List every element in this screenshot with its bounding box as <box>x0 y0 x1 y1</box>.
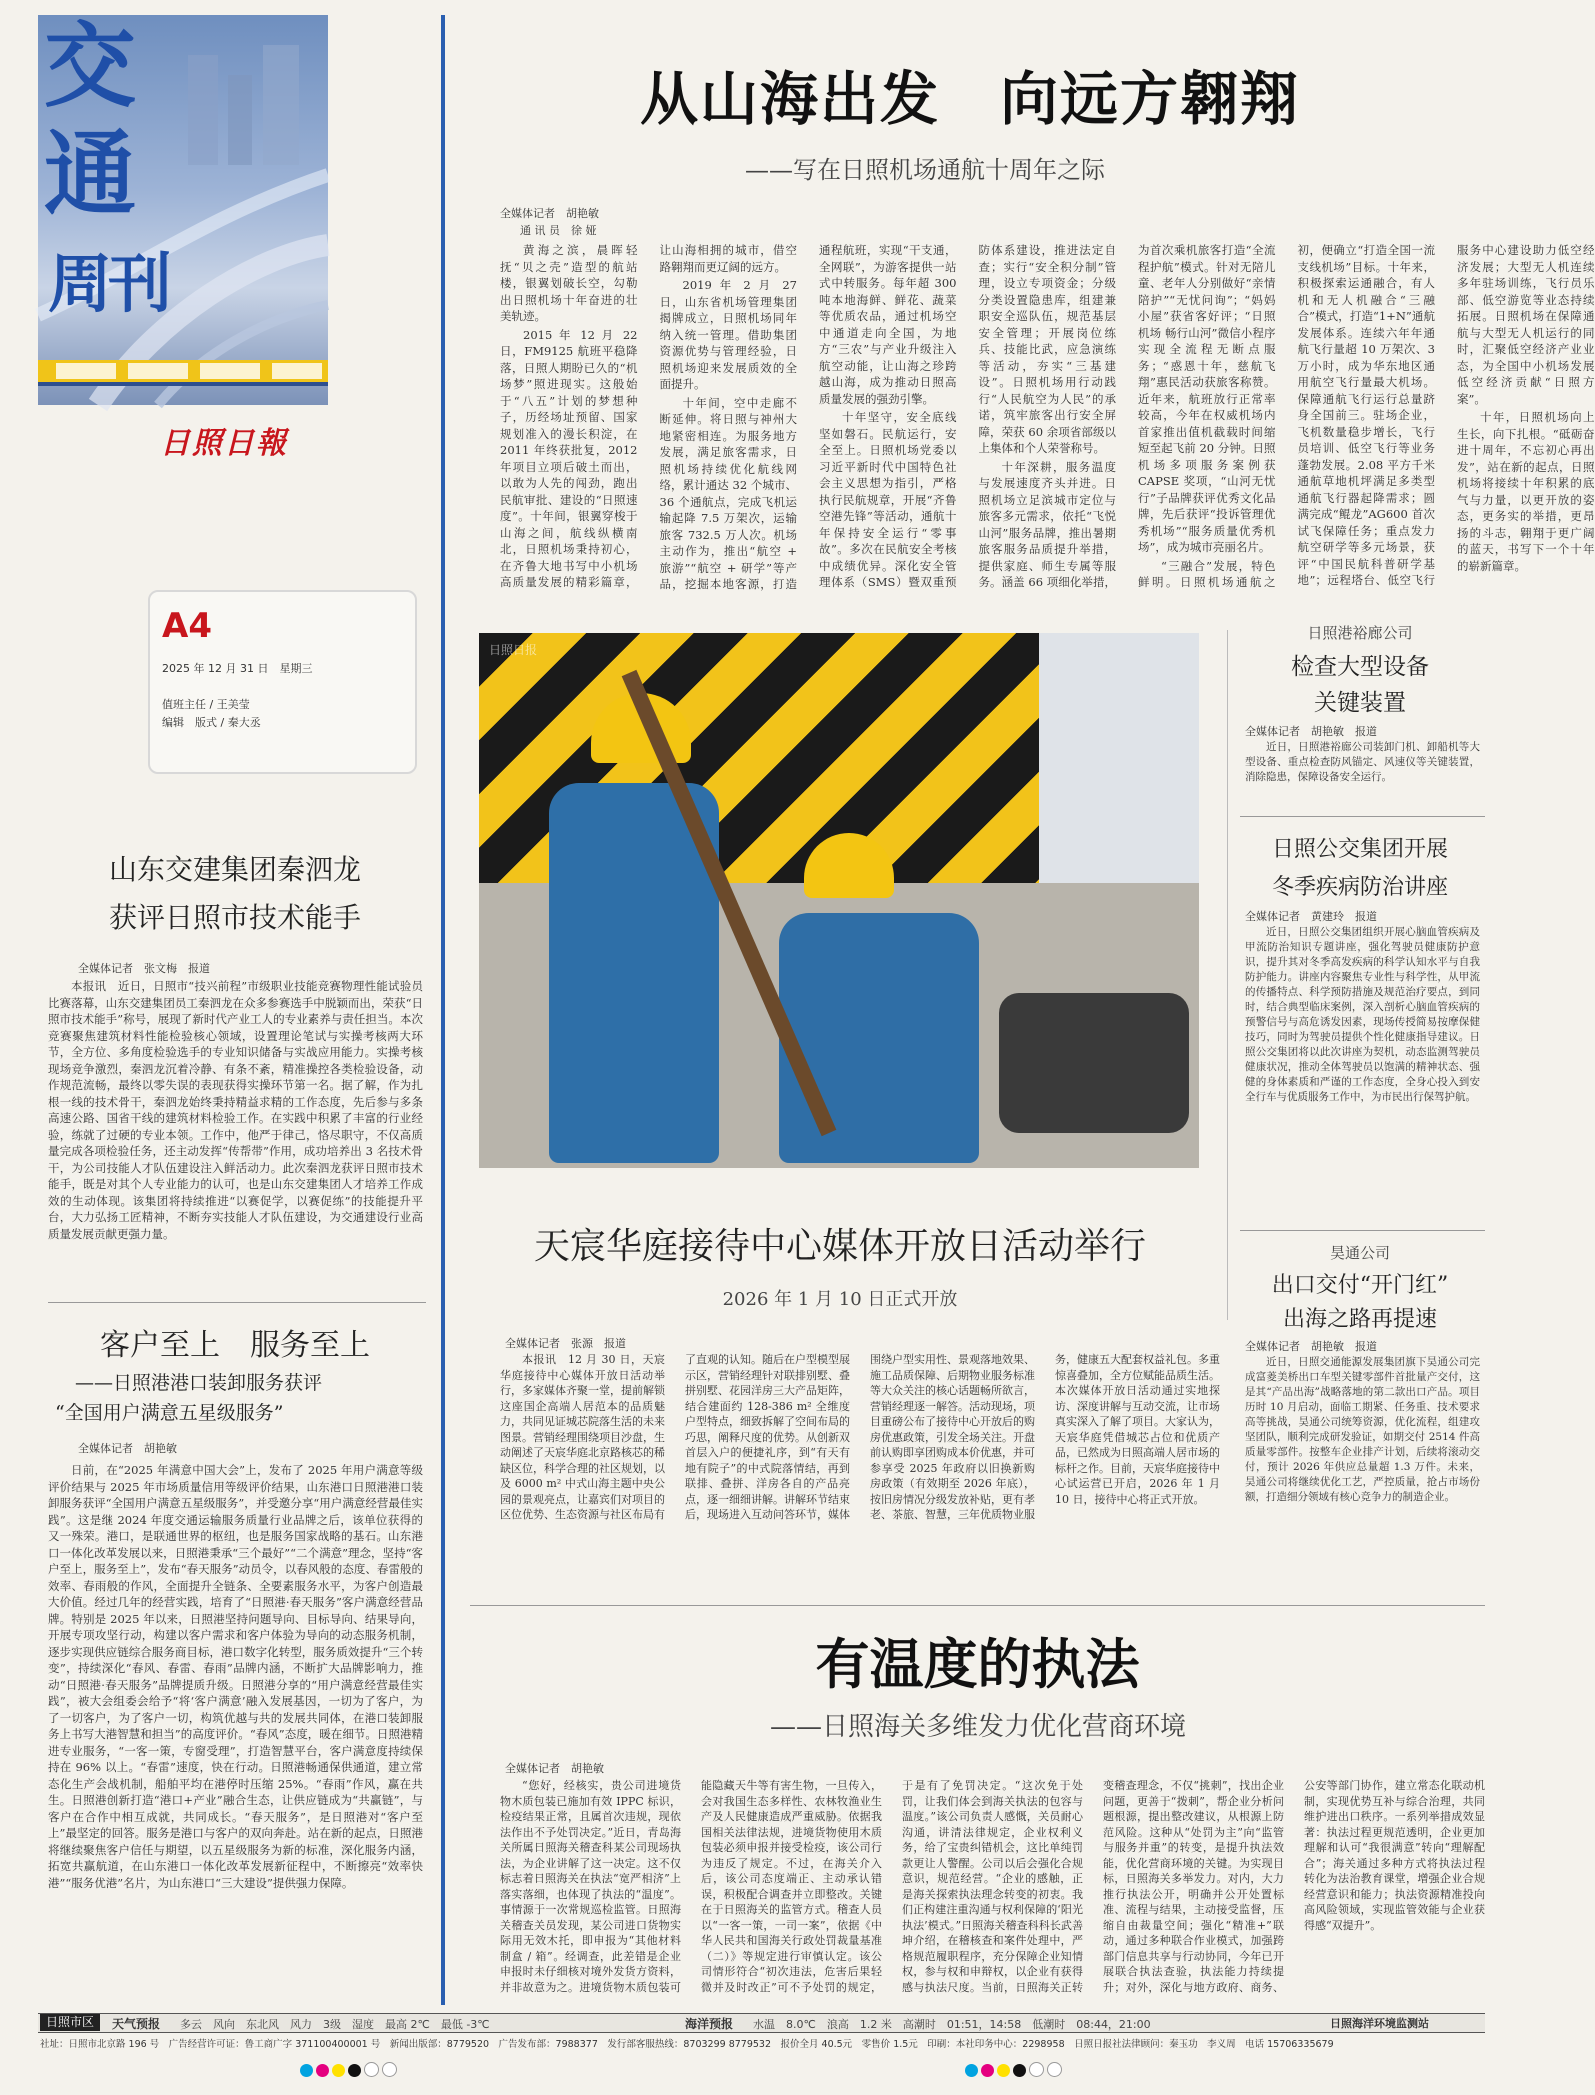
brief-title-equipment-1: 检查大型设备 <box>1291 654 1429 680</box>
photo-watermark: 日照日报 <box>489 643 538 657</box>
brief-body-bus: 近日，日照公交集团组织开展心脑血管疾病及甲流防治知识专题讲座，强化驾驶员健康防护意识，提升其对冬季高发疾病的科学认知水平与自我防护能力。讲座内容聚焦专业性与科学性，从甲流的传播特点、科学预防措施及规范治疗要点，到同时，结合典型临床案例，深入剖析心脑血管疾病的预警信号与高危诱发因素，现场传授简易按摩保健技巧，同时为驾驶员提供个性化健康指导建议。日照公交集团将以此次讲座为契机，动态监测驾驶员健康状况，推动全体驾驶员以饱满的精神状态、强健的身体素质和严谨的工作态度，全身心投入到安全行车与优质服务工作中，为市民出行保驾护航。 <box>1245 926 1480 1103</box>
brief-byline-qinsilong: 全媒体记者 张文梅 报道 <box>78 962 210 975</box>
lead-byline-reporter: 全媒体记者 胡艳敏 <box>500 207 599 220</box>
brief-title-bus-1: 日照公交集团开展 <box>1271 837 1448 862</box>
right-column-divider <box>1227 630 1228 1320</box>
brief-body-qinsilong: 本报讯 近日，日照市“技兴前程”市级职业技能竞赛物理性能试验员比赛落幕，山东交建集团员工秦泗龙在众多参赛选手中脱颖而出，荣获“日照市技术能手”称号，展现了新时代产业工人的专业素养与责任担当。本次竞赛聚焦建筑材料性能检验核心领域，设置理论笔试与实操考核两大环节，全方位、多角度检验选手的专业知识储备与实战应用能力。实操考核现场竞争激烈，秦泗龙沉着冷静、有条不紊，精准操控各类检验设备，动作规范流畅，最终以零失误的表现获得实操环节第一名。据了解，作为扎根一线的技术骨干，秦泗龙始终秉持精益求精的工作态度，先后参与多条高速公路、国省干线的建筑材料检验工作。在实践中积累了丰富的行业经验，练就了过硬的专业本领。工作中，他严于律己，恪尽职守，不仅高质量完成各项检验任务，还主动发挥“传帮带”作用，成功培养出 3 名技术骨干，为公司技能人才队伍建设注入鲜活动力。此次秦泗龙获评日照市技术能手，既是对其个人专业能力的认可，也是山东交建集团人才培养工作成效的生动体现。该集团将持续推进“以赛促学，以赛促练”的技能提升平台，大力弘扬工匠精神，不断夯实技能人才队伍建设，为交通建设行业高质量发展贡献更强力量。 <box>48 979 423 1241</box>
brief-title-equipment-2: 关键装置 <box>1314 690 1406 716</box>
color-registration-marks-left <box>300 2062 397 2081</box>
masthead-char-tong: 通 <box>44 121 137 228</box>
bottom-body: “您好，经核实，贵公司进境货物木质包装已施加有效 IPPC 标识，检疫结果正常，且属首次违规，现依法作出不予处罚决定。”近日，青岛海关所属日照海关稽查科某公司现场执法，为企业讲解了这一决定。这不仅标志着日照海关在执法“宽严相济”上落实落细，也体现了执法的“温度”。事情源于一次常规巡检监管。日照海关稽查关员发现，某公司进口货物实际用无效木托，即申报为“其他材料制盒 / 箱”。经调查，此差错是企业申报时未仔细核对境外发货方资料，并非故意为之。进境货物木质包装可能隐藏天牛等有害生物，一旦传入，会对我国生态多样性、农林牧渔业生产及人民健康造成严重威胁。依据我国相关法律法规，进境货物使用木质包装必须申报并接受检疫，该公司行为违反了规定。不过，在海关介入后，该公司态度端正、主动承认错误，积极配合调查并立即整改。关键在于日照海关的监管方式。稽查人员以“一客一策，一司一案”，依据《中华人民共和国海关行政处罚裁量基准（二）》等规定进行审慎认定。该公司情形符合“初次违法，危害后果轻微并及时改正”可不予处罚的规定，于是有了免罚决定。“这次免于处罚，让我们体会到海关执法的包容与温度。”该公司负责人感慨，关员耐心沟通，讲清法律规定，企业权利义务，给了宝贵纠错机会，这比单纯罚款更让人警醒。公司以后会强化合规意识，规范经营。“企业的感触，正是海关探索执法理念转变的初衷。我们正构建注重沟通与权利保障的‘阳光执法’模式。”日照海关稽查科科长武善坤介绍，在稽核查和案件处理中，严格规范履职程序，充分保障企业知情权，参与权和申辩权，以企业有获得感与执法尺度。当前，日照海关正转变稽查理念，不仅“挑刺”，找出企业问题，更善于“拨刺”，帮企业分析问题根源，提出整改建议，从根源上防范风险。这种从“处罚为主”向“监管与服务并重”的转变，是提升执法效能，优化营商环境的关键。为实现目标，日照海关多举发力。对内，大力推行执法公开，明确并公开处置标准、流程与结果，主动接受监督，压缩自由裁量空间；强化“精准+”联动，通过多种联合作业模式，加强跨部门信息共享与行动协同，今年已开展联合执法查验，执法能力持续提升；对外，深化与地方政府、商务、公安等部门协作，建立常态化联动机制，实现优势互补与综合治理，共同维护进出口秩序。一系列举措成效显著：执法过程更规范透明，企业更加理解和认可“我很满意”转向“理解配合”；海关通过多种方式将执法过程转化为法治教育课堂，增强企业合规经营意识和能力；执法资源精准投向高风险领域，实现监管效能与企业获得感“双提升”。 <box>500 1779 1485 1994</box>
lead-title: 从山海出发 向远方翱翔 <box>639 65 1300 133</box>
footer-weather-label: 天气预报 <box>112 2017 161 2031</box>
footer-source: 日照海洋环境监测站 <box>1330 2017 1429 2030</box>
footer-sea: 水温 8.0℃ 浪高 1.2 米 高潮时 01:51，14:58 低潮时 08:44，21:00 <box>753 2018 1151 2031</box>
mid-title: 天宸华庭接待中心媒体开放日活动举行 <box>533 1226 1146 1267</box>
page-number: A4 <box>162 606 212 646</box>
mid-subtitle: 2026 年 1 月 10 日正式开放 <box>722 1289 958 1310</box>
brief-caption-equipment: 近日，日照港裕廊公司装卸门机、卸船机等大型设备、重点检查防风锚定、风速仪等关键装置，消除隐患，保障设备安全运行。 <box>1245 741 1480 783</box>
masthead-banner <box>38 15 328 405</box>
news-photo <box>479 633 1199 1168</box>
brief-byline-bus: 全媒体记者 黄建玲 报道 <box>1245 910 1377 923</box>
brief-title-export-1: 出口交付“开门红” <box>1271 1273 1449 1298</box>
left-separator <box>48 1302 426 1303</box>
brief-byline-port: 全媒体记者 胡艳敏 <box>78 1442 177 1455</box>
brief-title-qinsilong-1: 山东交建集团秦泗龙 <box>108 853 361 886</box>
brief-body-port: 日前，在“2025 年满意中国大会”上，发布了 2025 年用户满意等级评价结果与 2025 年市场质量信用等级评价结果，山东港口日照港港口装卸服务获评“全国用户满意五星级服务”，并受邀分享“用户满意经营最佳实践”。这是继 2024 年度交通运输服务质量行业品牌之后，该单位获得的又一殊荣。港口，是联通世界的枢纽，也是服务国家战略的基石。山东港口一体化改革发展以来，日照港秉承“三个最好”“二个满意”理念，坚持“客户至上，服务至上”，发布“春天服务”动员令，以春风般的态度、春雷般的效率、春雨般的作风，全面提升全链条、全要素服务水平，为客户创造最大价值。经过几年的经营实践，培育了“日照港·春天服务”客户满意经营品牌。特别是 2025 年以来，日照港坚持问题导向、目标导向、结果导向，开展专项攻坚行动，构建以客户需求和客户体验为导向的动态服务机制，逐步实现供应链综合服务商目标，港口数字化转型，服务质效提升“三个转变”，持续深化“春风、春雷、春雨”品牌内涵，不断扩大品牌影响力，推动“日照港·春天服务”品牌提质升级。日照港分享的“用户满意经营最佳实践”，被大会组委会给予“将‘客户满意’融入发展基因，一切为了客户，为了一切客户，为了客户一切，构筑优越与共的发展共同体，在港口装卸服务上书写大港智慧和担当”的高度评价。“春风”态度，暖在细节。日照港精进专业服务，“一客一策，专窗受理”，打造智慧平台，客户满意度持续保持在 96% 以上。“春雷”速度，快在行动。日照港畅通保供通道，建立常态化生产会战机制，船舶平均在港停时压缩 25%。“春雨”作风，赢在共生。日照港创新打造“港口+产业”融合生态，让供应链成为“共赢链”，与客户在合作中相互成就，共同成长。“春天服务”，是日照港对“客户至上”最坚定的回答。服务是港口与客户的双向奔赴。站在新的起点，日照港将继续聚焦客户信任与期望，以五星级服务为新的标准，深化服务内涵，拓宽共赢航道，在山东港口一体化改革发展新征程中，不断擦亮“效率快港”“服务优港”名片，为山东港口“三大建设”提供强力保障。 <box>48 1463 423 1890</box>
brief-title-port-3: “全国用户满意五星级服务” <box>55 1402 284 1424</box>
lead-byline-correspondent: 通 讯 员 徐 娅 <box>520 224 597 237</box>
mid-byline: 全媒体记者 张源 报道 <box>505 1337 626 1350</box>
brief-title-export-2: 出海之路再提速 <box>1282 1307 1437 1332</box>
right-separator-2 <box>1240 1230 1485 1231</box>
brief-body-export: 近日，日照交通能源发展集团旗下昊通公司完成富菱美桥出口车型关键零部件首批量产交付，这是其“产品出海”战略落地的第二款出口产品。项目历时 10 月启动，面临工期紧、任务重、技术要求高等挑战，昊通公司统筹资源，优化流程，组建攻坚团队，顺利完成研发验证，如期交付 2514 件高质量零部件。按整车企业排产计划，后续将滚动交付，预计 2026 年供应总量超 1.3 万件。未来，昊通公司将继续优化工艺，严控质量，抢占市场份额，打造细分领域有核心竞争力的制造企业。 <box>1245 1356 1480 1503</box>
bottom-byline: 全媒体记者 胡艳敏 <box>505 1762 604 1775</box>
masthead-char-zhoukan: 周刊 <box>48 248 168 322</box>
bottom-title: 有温度的执法 <box>815 1633 1140 1696</box>
brief-title-port-1: 客户至上 服务至上 <box>100 1328 370 1363</box>
masthead-char-jiao: 交 <box>44 13 137 120</box>
issue-date: 2025 年 12 月 31 日 星期三 <box>162 662 313 675</box>
brief-title-qinsilong-2: 获评日照市技术能手 <box>108 901 361 934</box>
right-separator-1 <box>1240 816 1485 817</box>
mid-bottom-separator <box>470 1605 1485 1606</box>
lead-body: 黄海之滨，晨晖轻抚“贝之壳”造型的航站楼，银翼划破长空，勾勒出日照机场十年奋进的壮美轨迹。 2015 年 12 月 22 日，FM9125 航班平稳降落，日照人期盼已久的“机场梦”照进现实。这般始于“八五”计划的梦想种子，历经场址预留、国家规划准入的漫长积淀，在 2011 年终获批复，2012 年项目立项后破土而出，以敢为人先的闯劲，跑出民航审批、建设的“日照速度”。十年间，银翼穿梭于山海之间，航线纵横南北，日照机场秉持初心，在齐鲁大地书写中小机场高质量发展的精彩篇章，让山海相拥的城市，借空路翱翔而更辽阔的远方。 2019 年 2 月 27 日，山东省机场管理集团揭牌成立，日照机场同年纳入统一管理。借助集团资源优势与管理经验，日照机场迎来发展质效的全面提升。 十年间，空中走廊不断延伸。将日照与神州大地紧密相连。为服务地方发展，满足旅客需求，日照机场持续优化航线网络，累计通达 32 个城市、36 个通航点，完成飞机运输起降 7.5 万架次，运输旅客 732.5 万人次。机场主动作为，推出“航空 + 旅游”“航空 + 研学”等产品，挖掘本地客源，打造通程航班，实现“干支通，全网联”，为游客提供一站式中转服务。每年超 300 吨本地海鲜、鲜花、蔬菜等优质农品，通过机场空中通道走向全国，为地方“三农”与产业升级注入航空动能，让山海之珍跨越山海，成为推动日照高质量发展的强劲引擎。 十年坚守，安全底线坚如磐石。民航运行，安全至上。日照机场党委以习近平新时代中国特色社会主义思想为指引，严格执行民航规章，开展“齐鲁空港先锋”等活动，通航十年保持安全运行“零事故”。多次在民航安全考核中成绩优异。深化安全管理体系（SMS）暨双重预防体系建设，推进法定自查；实行“安全积分制”管理，设立专项资金；分级分类设置隐患库，组建兼职安全巡队伍，规范基层安全管理；开展岗位练兵、技能比武，应急演练等活动，夯实“三基建设”。日照机场用行动践行“人民航空为人民”的承诺，筑牢旅客出行安全屏障，荣获 60 余项省部级以上集体和个人荣誉称号。 十年深耕，服务温度与发展速度齐头并进。日照机场立足滨城市定位与旅客多元需求，依托“飞悦山河”服务品牌，推出暑期旅客服务品质提升举措，提供家庭、师生专属等服务。涵盖 66 项细化举措，为首次乘机旅客打造“全流程护航”模式。针对无陪儿童、老年人分别做好“亲情陪护”“无忧问询”；“妈妈小屋”获省客好评；“日照机场 畅行山河”微信小程序实现全流程无断点服务；“惑恩十年，慈航飞翔”惠民活动获旅客称赞。近年来，航班放行正常率较高，今年在权威机场内首家推出值机截载时间缩短至起飞前 20 分钟。日照机场多项服务案例获 CAPSE 奖项，“山河无忧行”子品牌获评优秀文化品牌，先后获评“投诉管理优秀机场”“服务质量优秀机场”，成为城市亮丽名片。 “三融合”发展，特色鲜明。日照机场通航之初，便确立“打造全国一流支线机场”目标。十年来，积极探索运通融合，有人机和无人机融合“三融合”模式，打造“1+N”通航发展体系。连续六年年通航飞行量超 10 万架次、3 万小时，成为华东地区通用航空飞行量最大机场。保障通航飞行运行总量跻身全国前三。驻场企业，飞机数量稳步增长，飞行员培训、低空飞行等业务蓬勃发展。2.08 平方千米通航草地机坪满足多类型通航飞行器起降需求；圆满完成“鲲龙”AG600 首次试飞保障任务；重点发力航空研学等多元场景，获评“中国民航科普研学基地”；远程塔台、低空飞行服务中心建设助力低空经济发展；大型无人机连续多年驻场训练，飞行员乐部、低空游览等业态持续拓展。日照机场在保障通航与大型无人机运行的同时，汇聚低空经济产业业态，为全国中小机场发展低空经济贡献“日照方案”。 十年，日照机场向上生长，向下扎根。“砥砺奋进十周年，不忘初心再出发”，站在新的起点，日照机场将接续十年积累的底气与力量，以更开放的姿态，更务实的举措，更昂扬的斗志，翱翔于更广阔的蓝天，书写下一个十年的崭新篇章。 <box>500 243 1595 591</box>
brief-title-bus-2: 冬季疾病防治讲座 <box>1271 875 1448 900</box>
lead-subtitle: ——写在日照机场通航十周年之际 <box>745 156 1105 184</box>
brief-byline-export: 全媒体记者 胡艳敏 报道 <box>1245 1340 1377 1353</box>
blue-divider <box>441 15 445 2005</box>
mid-body: 本报讯 12 月 30 日，天宸华庭接待中心媒体开放日活动举行，多家媒体齐聚一堂，提前解锁这座国企高端人居范本的品质魅力，共同见证城芯院落生活的未来图景。营销经理围绕项目沙盘，生动阐述了天宸华庭北京路核芯的稀缺区位，科学合理的社区规划，以及 6000 m² 中式山海主题中央公园的景观亮点，让嘉宾们对项目的区位优势、生态资源与社区布局有了直观的认知。随后在户型模型展示区，营销经理针对联排别墅、叠拼别墅、花园洋房三大产品矩阵，结合建面约 128-386 m² 全维度户型特点，细致拆解了空间布局的巧思，阐释尺度的优势。从创新双首层入户的便捷礼序，到“有天有地有院子”的中式院落情结，再到联排、叠拼、洋房各自的产品亮点，逐一细细讲解。讲解环节结束后，现场进入互动问答环节，媒体围绕户型实用性、景观落地效果、施工品质保障、后期物业服务标准等大众关注的核心话题畅所欲言，营销经理逐一解答。活动现场，项目重磅公布了接待中心开放后的购房优惠政策，引发全场关注。开盘前认购即享团购成本价优惠，并可参享受 2025 年政府以旧换新购房政策（有效期至 2026 年底），按旧房情况分级发放补贴，更有孝老、茶旅、智慧，三年优质物业服务，健康五大配套权益礼包。多重惊喜叠加，全方位赋能品质生活。本次媒体开放日活动通过实地探访、深度讲解与互动交流，让市场真实深入了解了项目。大家认为，天宸华庭凭借城芯占位和优质产品，已然成为日照高端人居市场的标杆之作。目前，天宸华庭接待中心试运营已开启，2026 年 1 月 10 日，接待中心将正式开放。 <box>500 1353 1220 1521</box>
footer-publisher-info: 社址：日照市北京路 196 号 广告经营许可证：鲁工商广字 371100400001 号 新闻出版部：8779520 广告发布部：7988377 发行部客服热线：8703299 8779532 报价全月 40.5元 零售价 1.5元 印刷：本社印务中心：2298958 日照日报社法律顾问：秦玉功 李义周 电话 15706335679 <box>40 2039 1334 2050</box>
paper-logo: 日照日報 <box>160 426 288 461</box>
brief-kicker-rizhao-port: 日照港裕廊公司 <box>1307 624 1413 642</box>
bottom-subtitle: ——日照海关多维发力优化营商环境 <box>770 1712 1187 1742</box>
color-registration-marks-right <box>965 2062 1062 2081</box>
brief-byline-equipment: 全媒体记者 胡艳敏 报道 <box>1245 725 1377 738</box>
wrench-bar <box>479 633 1199 1168</box>
footer-weather: 多云 风向 东北风 风力 3级 湿度 最高 2℃ 最低 -3℃ <box>180 2018 490 2031</box>
brief-kicker-haotong: 昊通公司 <box>1329 1244 1390 1262</box>
editor-credit: 编辑 版式 / 秦大丞 <box>162 716 261 729</box>
footer-sea-label: 海洋预报 <box>685 2017 734 2031</box>
brief-title-port-2: ——日照港港口装卸服务获评 <box>75 1372 323 1394</box>
editor-on-duty: 值班主任 / 王美莹 <box>162 698 250 711</box>
footer-region: 日照市区 <box>40 2014 100 2031</box>
